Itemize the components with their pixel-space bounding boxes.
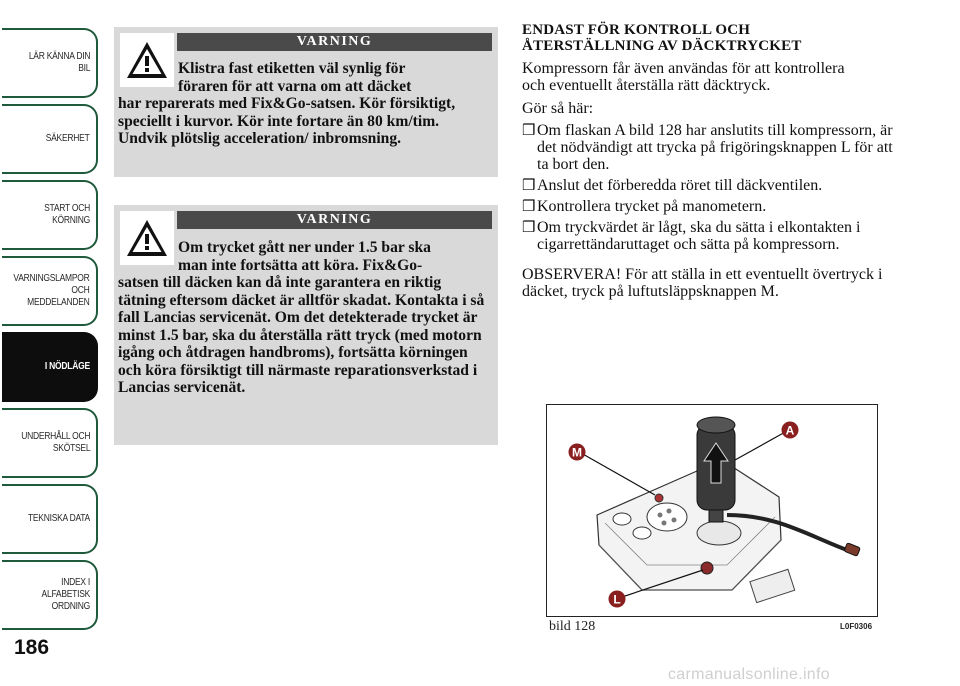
compressor-illustration (547, 405, 877, 616)
section-title-line-2: ÅTERSTÄLLNING AV DÄCKTRYCKET (522, 38, 802, 54)
page-number: 186 (14, 636, 50, 659)
content-column (522, 22, 922, 300)
steps-list (522, 122, 907, 253)
checkbox-bullet-icon: ❒ (522, 220, 536, 236)
warning-box-1 (114, 27, 498, 177)
warning-box-2 (114, 205, 498, 445)
warning-header: VARNING (177, 211, 492, 229)
callout-a (782, 422, 799, 439)
tab-varningslampor-och-meddelanden[interactable]: VARNINGSLAMPOR OCH MEDDELANDEN (2, 256, 98, 326)
checkbox-bullet-icon: ❒ (522, 199, 536, 215)
tab-tekniska-data[interactable]: TEKNISKA DATA (2, 484, 98, 554)
callout-m (569, 444, 586, 461)
checkbox-bullet-icon: ❒ (522, 178, 536, 194)
svg-text:L: L (613, 592, 621, 607)
figure-caption: bild 128 (549, 619, 596, 634)
steps-intro: Gör så här: (522, 100, 594, 117)
warning-header: VARNING (177, 33, 492, 51)
tab-start-och-korning[interactable]: START OCH KÖRNING (2, 180, 98, 250)
compressor-figure (546, 404, 878, 617)
warning-line-1: Klistra fast etiketten väl synlig för (178, 60, 406, 77)
warning-line-2: man inte fortsätta att köra. Fix&Go- (178, 256, 423, 274)
tab-i-nodlage[interactable]: I NÖDLÄGE (2, 332, 98, 402)
svg-text:A: A (785, 423, 795, 438)
warning-body: satsen till däcken kan då inte garantera en riktig tätning eftersom däcket är alltför skadat. Kontakta i så fall Lancias servicenät. Om det detekterade trycket är minst 1.5 bar, ska du återställa rätt tryck (med motorn igång och åtdragen handbroms), fortsätta körningen och köra försiktigt till närmaste reparationsverkstad i Lancias servicenät. (118, 274, 485, 396)
checkbox-bullet-icon: ❒ (522, 123, 536, 139)
watermark-text: carmanualsonline.info (668, 666, 830, 683)
note-paragraph: OBSERVERA! För att ställa in ett eventuellt övertryck i däcket, tryck på luftutsläppsknappen M. (522, 266, 883, 300)
section-title-line-1: ENDAST FÖR KONTROLL OCH (522, 22, 751, 38)
figure-code: L0F0306 (840, 622, 873, 631)
intro-paragraph: Kompressorn får även användas för att kontrollera och eventuellt återställa rätt däcktryck. (522, 60, 845, 94)
warning-line-2: föraren för att varna om att däcket (178, 77, 412, 95)
warning-text (118, 239, 492, 397)
tab-sakerhet[interactable]: SÄKERHET (2, 104, 98, 174)
list-item: ❒ Om flaskan A bild 128 har anslutits till kompressorn, är det nödvändigt att trycka på frigöringsknappen L för att ta bort den. (522, 122, 893, 173)
warning-text (118, 60, 492, 148)
svg-text:M: M (572, 445, 582, 460)
tab-underhall-och-skotsel[interactable]: UNDERHÅLL OCH SKÖTSEL (2, 408, 98, 478)
tab-lar-kanna-din-bil[interactable]: LÄR KÄNNA DIN BIL (2, 28, 98, 98)
warning-body: har reparerats med Fix&Go-satsen. Kör försiktigt, speciellt i kurvor. Kör inte fortare än 80 km/tim. Undvik plötslig acceleration/ inbromsning. (118, 95, 456, 147)
list-item: ❒ Kontrollera trycket på manometern. (522, 198, 767, 215)
list-item: ❒ Om tryckvärdet är lågt, ska du sätta i elkontakten i cigarrettändaruttaget och sätta på kompressorn. (522, 219, 861, 253)
warning-line-1: Om trycket gått ner under 1.5 bar ska (178, 239, 431, 256)
callout-l (609, 591, 626, 608)
list-item: ❒ Anslut det förberedda röret till däckventilen. (522, 177, 823, 194)
tab-index-i-alfabetisk-ordning[interactable]: INDEX I ALFABETISK ORDNING (2, 560, 98, 630)
